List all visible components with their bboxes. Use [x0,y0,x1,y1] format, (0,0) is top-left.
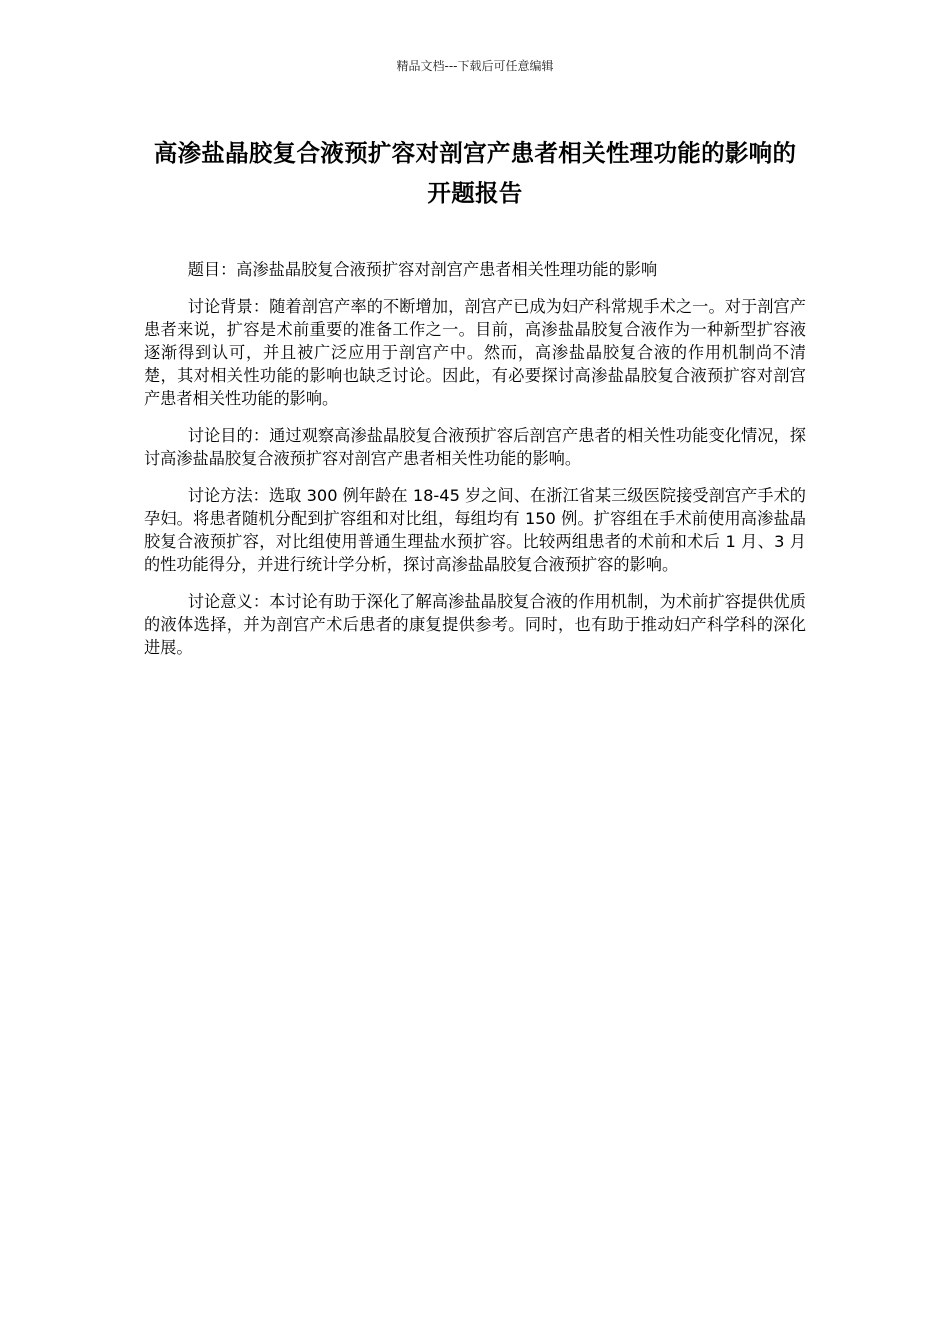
background-paragraph: 讨论背景：随着剖宫产率的不断增加，剖宫产已成为妇产科常规手术之一。对于剖宫产患者来说，扩容是术前重要的准备工作之一。目前，高渗盐晶胶复合液作为一种新型扩容液逐渐得到认可，并且被广泛应用于剖宫产中。然而，高渗盐晶胶复合液的作用机制尚不清楚，其对相关性功能的影响也缺乏讨论。因此，有必要探讨高渗盐晶胶复合液预扩容对剖宫产患者相关性功能的影响。 [144,297,806,408]
significance-paragraph: 讨论意义：本讨论有助于深化了解高渗盐晶胶复合液的作用机制，为术前扩容提供优质的液体选择，并为剖宫产术后患者的康复提供参考。同时，也有助于推动妇产科学科的深化进展。 [144,592,806,657]
topic-paragraph: 题目：高渗盐晶胶复合液预扩容对剖宫产患者相关性理功能的影响 [187,260,658,279]
document-body [144,258,806,673]
method-paragraph: 讨论方法：选取 300 例年龄在 18-45 岁之间、在浙江省某三级医院接受剖宫产手术的孕妇。将患者随机分配到扩容组和对比组，每组均有 150 例。扩容组在手术前使用高渗盐晶胶复合液预扩容，对比组使用普通生理盐水预扩容。比较两组患者的术前和术后 1 月、3 月的性功能得分，并进行统计学分析，探讨高渗盐晶胶复合液预扩容的影响。 [144,486,806,574]
purpose-paragraph: 讨论目的：通过观察高渗盐晶胶复合液预扩容后剖宫产患者的相关性功能变化情况，探讨高渗盐晶胶复合液预扩容对剖宫产患者相关性功能的影响。 [144,426,806,468]
document-title: 高渗盐晶胶复合液预扩容对剖宫产患者相关性理功能的影响的开题报告 [153,139,797,207]
page-header: 精品文档---下载后可任意编辑 [396,59,554,73]
